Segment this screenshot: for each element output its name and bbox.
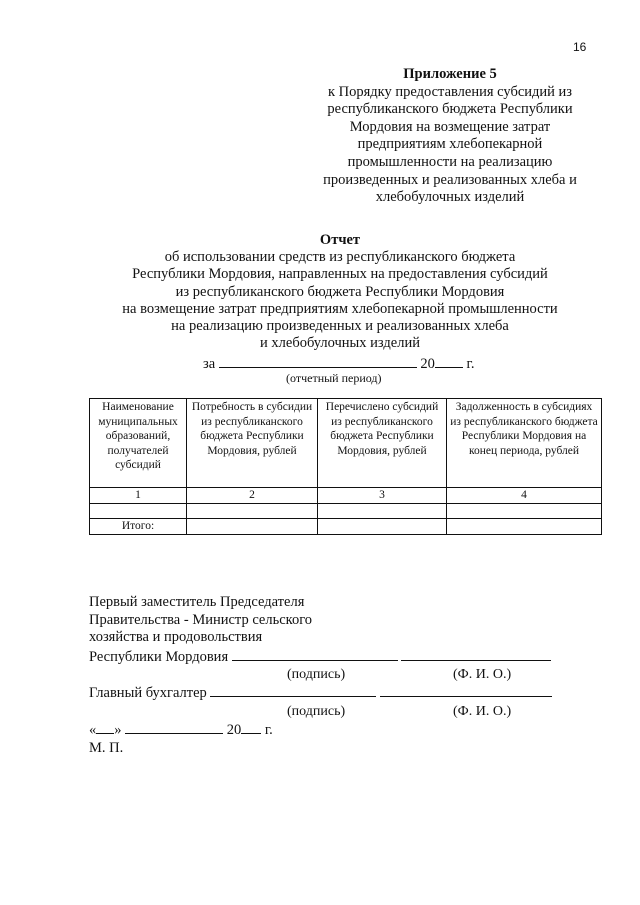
date-year: 20	[226, 721, 242, 738]
deputy-title-line: хозяйства и продовольствия	[89, 629, 263, 646]
column-number: 1	[90, 488, 187, 504]
column-number: 4	[447, 488, 602, 504]
name-caption: (Ф. И. О.)	[453, 703, 512, 719]
deputy-caption-row	[89, 666, 552, 683]
date-year-blank	[241, 720, 261, 734]
appendix-block	[300, 66, 600, 207]
header-cell: Задолженность в субсидиях из республиканского бюджета Республики Мордовия на конец периода, рублей	[447, 399, 602, 488]
date-suffix: г.	[264, 721, 273, 738]
accountant-label: Главный бухгалтер	[89, 685, 207, 702]
date-open-quote: «	[89, 721, 97, 738]
header-cell: Наименование муниципальных образований, получателей субсидий	[90, 399, 187, 488]
report-line: из республиканского бюджета Республики Мордовия	[175, 283, 505, 300]
table-cell	[187, 503, 318, 518]
column-number: 2	[187, 488, 318, 504]
table-number-row	[90, 488, 602, 504]
report-table	[89, 398, 602, 535]
deputy-name-blank	[401, 647, 551, 661]
appendix-line: произведенных и реализованных хлеба и	[323, 171, 577, 188]
appendix-heading: Приложение 5	[403, 66, 497, 82]
report-line: Республики Мордовия, направленных на предоставления субсидий	[132, 266, 548, 283]
name-caption: (Ф. И. О.)	[453, 667, 512, 683]
deputy-title-line: Республики Мордовия	[89, 648, 229, 665]
signature-caption: (подпись)	[287, 703, 346, 719]
date-line	[89, 720, 552, 740]
period-prefix: за	[203, 356, 216, 372]
page-number: 16	[573, 40, 587, 54]
table-cell	[318, 503, 447, 518]
period-year: 20	[420, 356, 435, 372]
table-row	[90, 503, 602, 518]
accountant-caption-row	[89, 703, 552, 720]
day-blank	[96, 720, 114, 734]
signatures-block	[89, 594, 552, 757]
deputy-title-line: Первый заместитель Председателя	[89, 594, 305, 610]
deputy-title-line: Правительства - Министр сельского	[89, 611, 313, 628]
report-line: на возмещение затрат предприятиям хлебопекарной промышленности	[122, 300, 558, 317]
table-cell	[187, 518, 318, 534]
date-close-quote: »	[114, 721, 122, 738]
header-cell: Перечислено субсидий из республиканского бюджета Республики Мордовия, рублей	[318, 399, 447, 488]
report-line: и хлебобулочных изделий	[260, 335, 420, 352]
accountant-signature-blank	[210, 683, 376, 697]
table-cell	[447, 503, 602, 518]
appendix-line: предприятиям хлебопекарной	[357, 136, 543, 153]
deputy-signature-line	[89, 647, 552, 667]
table-header-row	[90, 399, 602, 488]
column-number: 3	[318, 488, 447, 504]
deputy-signature-blank	[232, 647, 398, 661]
accountant-name-blank	[380, 683, 552, 697]
total-label: Итого:	[90, 518, 187, 534]
table-cell	[318, 518, 447, 534]
report-title: Отчет	[319, 232, 361, 248]
report-line: об использовании средств из республиканского бюджета	[164, 249, 516, 266]
period-suffix: г.	[466, 356, 475, 372]
signature-caption: (подпись)	[287, 667, 346, 683]
appendix-line: промышленности на реализацию	[347, 153, 553, 170]
month-blank	[125, 720, 223, 734]
table-cell	[90, 503, 187, 518]
appendix-line: Мордовия на возмещение затрат	[349, 118, 551, 135]
accountant-line	[89, 683, 552, 703]
appendix-line: к Порядку предоставления субсидий из	[327, 83, 573, 100]
seal-label: М. П.	[89, 739, 124, 756]
year-blank	[435, 354, 463, 368]
table-total-row	[90, 518, 602, 534]
period-blank	[219, 354, 417, 368]
report-line: на реализацию произведенных и реализованных хлеба	[171, 318, 509, 335]
appendix-line: республиканского бюджета Республики	[327, 101, 573, 118]
header-cell: Потребность в субсидии из республиканского бюджета Республики Мордовия, рублей	[187, 399, 318, 488]
report-heading-block	[60, 232, 620, 352]
appendix-line: хлебобулочных изделий	[375, 189, 525, 206]
table-cell	[447, 518, 602, 534]
period-caption: (отчетный период)	[286, 371, 382, 385]
